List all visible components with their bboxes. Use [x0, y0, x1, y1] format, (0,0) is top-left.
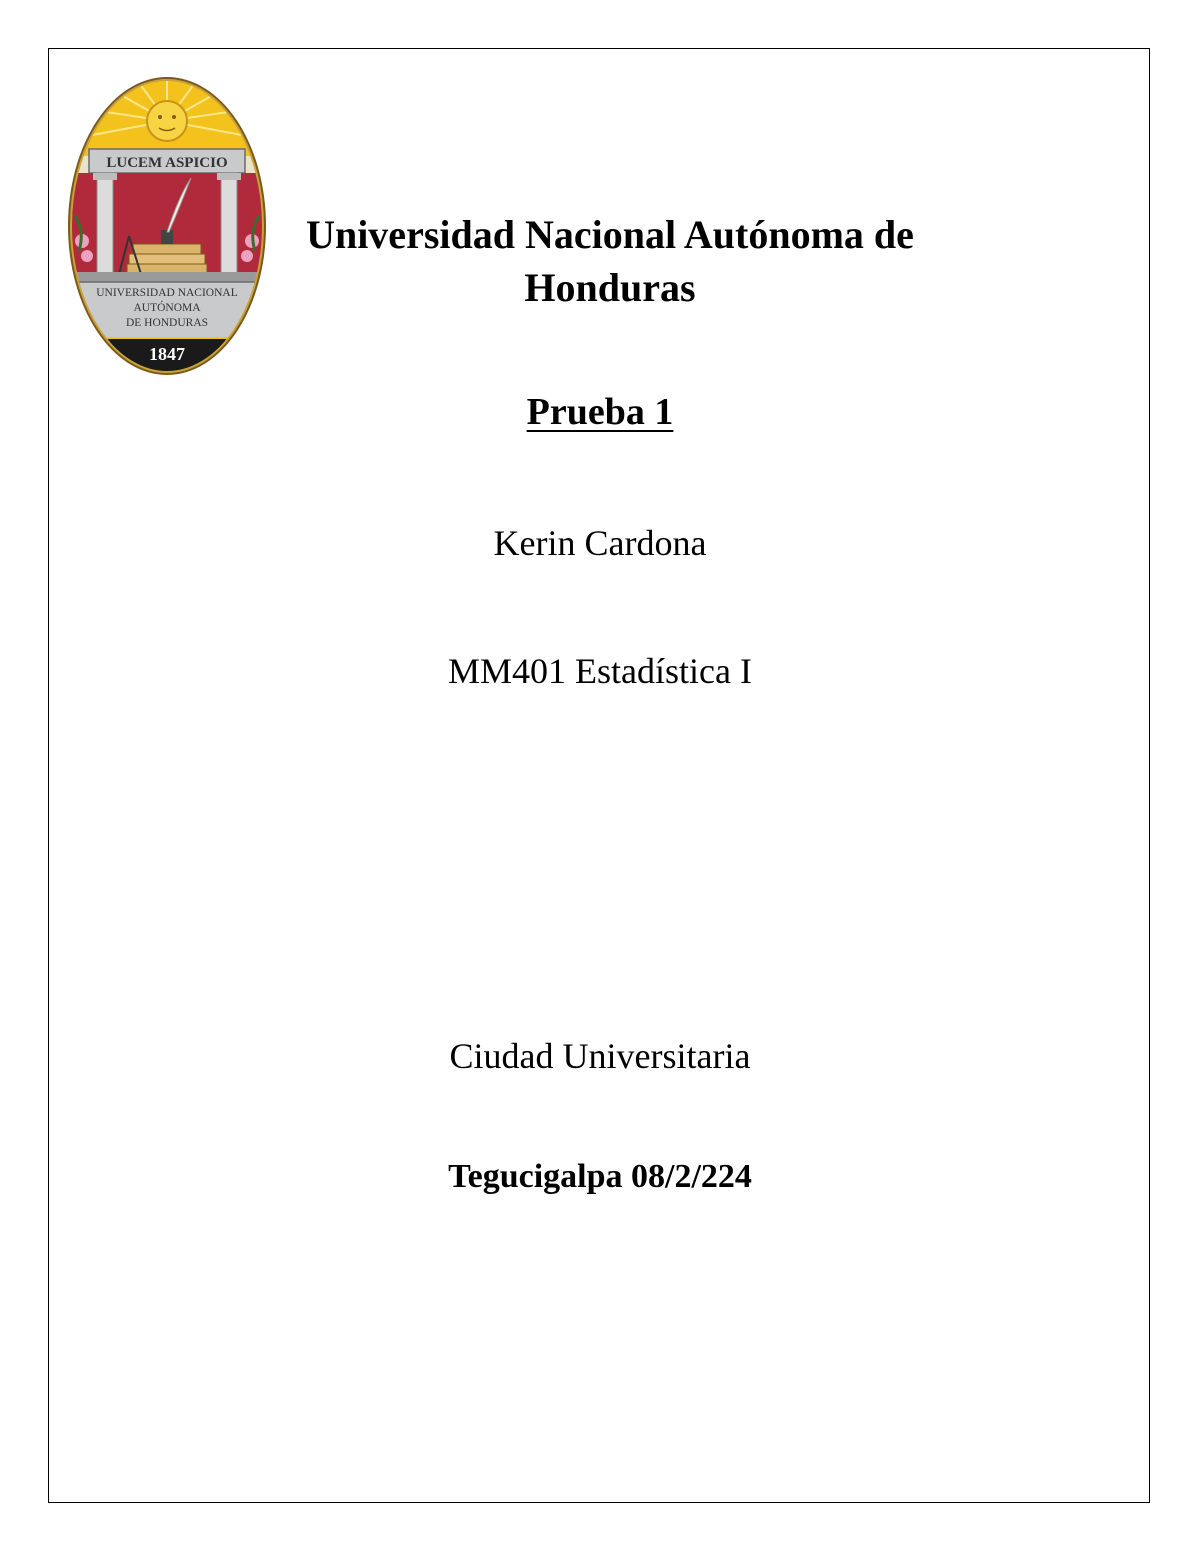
author-name: Kerin Cardona — [493, 523, 707, 563]
university-title-line-2: Honduras — [524, 265, 696, 310]
university-title-line-1: Universidad Nacional Autónoma de — [306, 212, 914, 257]
university-title — [270, 208, 950, 314]
campus-name: Ciudad Universitaria — [449, 1036, 751, 1076]
place-and-date: Tegucigalpa 08/2/224 — [448, 1158, 752, 1195]
seal-band-line-2: AUTÓNOMA — [133, 302, 201, 314]
seal-band-line-3: DE HONDURAS — [125, 317, 209, 329]
seal-motto: LUCEM ASPICIO — [106, 155, 228, 171]
seal-band-line-1: UNIVERSIDAD NACIONAL — [96, 287, 238, 299]
test-title: Prueba 1 — [526, 391, 674, 433]
seal-year: 1847 — [149, 344, 185, 364]
course-name: MM401 Estadística I — [448, 651, 752, 691]
university-seal-icon — [66, 76, 268, 376]
